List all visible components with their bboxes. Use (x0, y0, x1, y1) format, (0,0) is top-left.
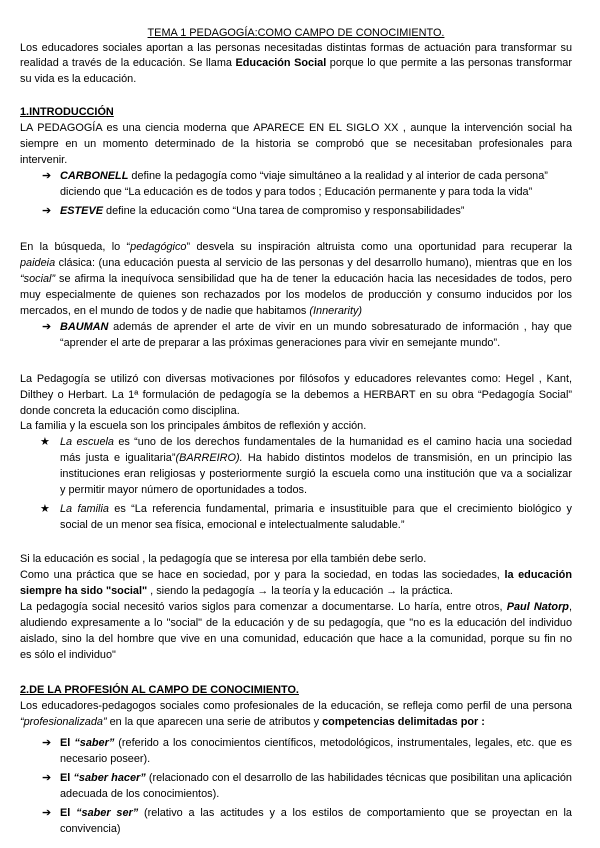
s1-p2-line-4: muy especialmente de quienes son rechazados por los modelos de producción y consumo inducidos por los (20, 289, 572, 301)
s1-p2-line-1: En la búsqueda, lo “pedagógico” desvela su inspiración altruista como una oportunidad para recuperar la (20, 241, 572, 253)
familia-line-2: social de un menor sea física, emocional e intelectualmente saludable.” (60, 519, 405, 531)
s1-p4-line-1: Si la educación es social , la pedagogía que se interesa por ella también debe serlo. (20, 553, 427, 565)
s2-p1-line-2: “profesionalizada” en la que aparecen una serie de atributos y competencias delimitadas por : (20, 716, 485, 728)
s1-p3-line-1: La Pedagogía se utilizó con diversas motivaciones por filósofos y educadores relevantes como: Hegel , Kant, (20, 373, 572, 385)
saber-hacer-line-2: adecuada de los conocimientos). (60, 788, 220, 800)
s1-p1-line-2: siempre en un momento determinado de la historia se comprobó que se necesitaban profesionales para (20, 138, 572, 150)
saber-ser-line-2: convivencia) (60, 823, 121, 835)
arrow-icon: ➔ (42, 807, 52, 819)
arrow-icon: ➔ (42, 737, 52, 749)
s1-p3-line-4: La familia y la escuela son los principales ámbitos de reflexión y acción. (20, 420, 367, 432)
s1-p4-line-5: aludiendo expresamente a lo "social" de la educación y de su pedagogía, que "no es la educación del individuo (20, 617, 572, 629)
star-icon: ★ (40, 503, 50, 515)
s1-p1-line-3: intervenir. (20, 154, 68, 166)
saber-line-2: necesario poseer). (60, 753, 151, 765)
saber-hacer-line-1: El “saber hacer” (relacionado con el desarrollo de las habilidades técnicas que posibilitan una aplicación (60, 772, 572, 784)
intro-line-1: Los educadores sociales aportan a las personas necesitadas distintas formas de actuación para transformar su (20, 42, 572, 54)
title-main: TEMA 1 PEDAGOGÍA (147, 27, 255, 39)
carbonell-line-1: CARBONELL define la pedagogía como “viaje simultáneo a la realidad y al interior de cada persona” (60, 170, 548, 182)
arrow-icon: ➔ (42, 772, 52, 784)
s1-p4-line-7: es sólo el individuo" (20, 649, 116, 661)
carbonell-line-2: diciendo que “La educación es de todos y para todos ; Educación permanente y para toda la vida” (60, 186, 533, 198)
s1-p1-line-1: LA PEDAGOGÍA es una ciencia moderna que APARECE EN EL SIGLO XX , aunque la intervención social ha (20, 122, 572, 134)
esteve-line: ESTEVE define la educación como “Una tarea de compromiso y responsabilidades” (60, 205, 465, 217)
bauman-line-2: “aprender el arte de preparar a las próximas generaciones para vivir en semejante mundo”. (60, 337, 501, 349)
escuela-line-4: y permitir mayor número de oportunidades a todos. (60, 484, 307, 496)
s1-p4-line-3: siempre ha sido "social" , siendo la pedagogía → la teoría y la educación → la práctica. (20, 585, 453, 597)
escuela-line-2: más justa e igualitaria”(BARREIRO). Ha habido distintos modelos de transmisión, en un principio las (60, 452, 572, 464)
arrow-icon: ➔ (42, 170, 52, 182)
escuela-line-3: instituciones eran religiosas y posteriormente surgió la escuela como una institución que va a socializar (60, 468, 572, 480)
bauman-line-1: BAUMAN además de aprender el arte de vivir en un mundo sobresaturado de información , hay que (60, 321, 572, 333)
arrow-icon: ➔ (42, 321, 52, 333)
s1-p4-line-2: Como una práctica que se hace en sociedad, por y para la sociedad, en todas las sociedades, la educación (20, 569, 572, 581)
intro-line-2: realidad a través de la educación. Se llama Educación Social porque lo que permite a las personas transformar (20, 57, 572, 69)
section-2-heading: 2.DE LA PROFESIÓN AL CAMPO DE CONOCIMIENTO. (20, 684, 299, 696)
s1-p4-line-6: aislado, sino la del hombre que vive en una comunidad, educación que hace a la comunidad, porque su fin no (20, 633, 572, 645)
escuela-line-1: La escuela es “uno de los derechos fundamentales de la humanidad es el camino hacia una sociedad (60, 436, 572, 448)
saber-ser-line-1: El “saber ser” (relativo a las actitudes y a los estilos de comportamiento que se proyectan en la (60, 807, 572, 819)
educacion-social-term: Educación Social (235, 57, 327, 69)
arrow-icon: ➔ (42, 205, 52, 217)
section-1-heading: 1.INTRODUCCIÓN (20, 106, 114, 118)
s1-p2-line-2: paideia clásica: (una educación puesta al servicio de las personas y del desarrollo humano), mientras que en los (20, 257, 572, 269)
saber-line-1: El “saber” (referido a los conocimientos científicos, metodológicos, instrumentales, legales, etc. que es (60, 737, 572, 749)
s1-p3-line-3: donde concreta la educación como disciplina. (20, 405, 240, 417)
s1-p2-line-5: mercados, en el mundo de todos y de nadie que habitamos (Innerarity) (20, 305, 363, 317)
s1-p2-line-3: “social” se afirma la inequívoca sensibilidad que ha de tener la educación hacia las necesidades de todos, pero (20, 273, 572, 285)
s2-p1-line-1: Los educadores-pedagogos sociales como profesionales de la educación, se refleja como perfil de una persona (20, 700, 572, 712)
title-rest: :COMO CAMPO DE CONOCIMIENTO. (254, 27, 445, 39)
s1-p4-line-4: La pedagogía social necesitó varios siglos para comenzar a documentarse. Lo haría, entre otros, Paul Natorp, (20, 601, 572, 613)
s1-p3-line-2: Dilthey o Herbart. La 1ª formulación de pedagogía se la debemos a HERBART en su obra “Pedagogía Social” (20, 389, 572, 401)
intro-line-3: su vida es la educación. (20, 73, 137, 85)
page-title (20, 26, 572, 41)
familia-line-1: La familia es “La referencia fundamental, primaria e insustituible para que el crecimiento biológico y (60, 503, 572, 515)
star-icon: ★ (40, 436, 50, 448)
